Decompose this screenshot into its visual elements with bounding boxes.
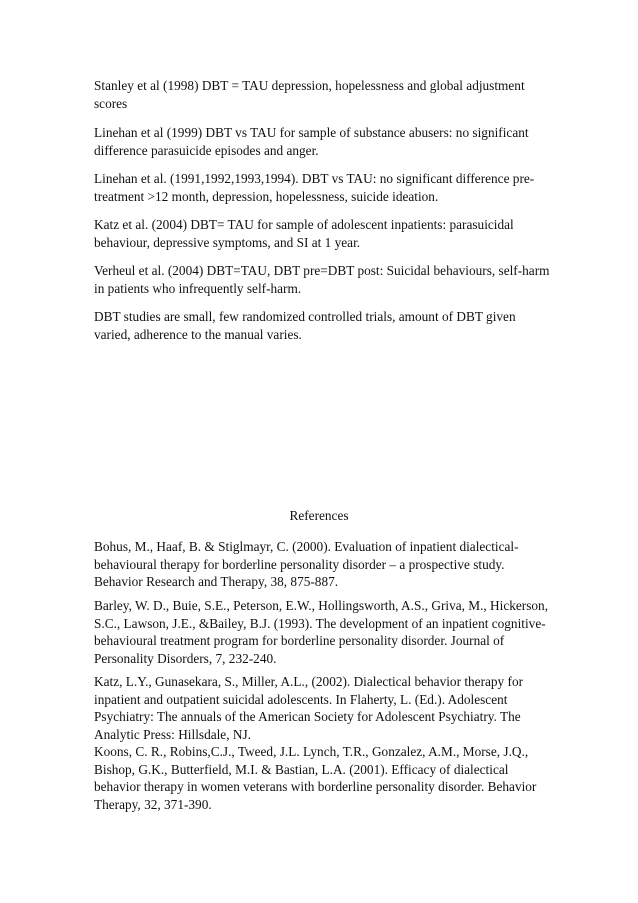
finding-paragraph-linehan-1991 [94,170,554,205]
text-line: Katz, L.Y., Gunasekara, S., Miller, A.L., (2002). Dialectical behavior therapy for [94,674,524,689]
text-line: S.C., Lawson, J.E., &Bailey, B.J. (1993). The development of an inpatient cognitive- [94,615,546,631]
text-line: varied, adherence to the manual varies. [94,326,302,342]
text-line: Personality Disorders, 7, 232-240. [94,650,277,666]
reference-entry-bohus [94,538,554,591]
text-line: Therapy, 32, 371-390. [94,796,212,812]
text-line: Koons, C. R., Robins,C.J., Tweed, J.L. Lynch, T.R., Gonzalez, A.M., Morse, J.Q., [94,744,529,759]
text-line: Linehan et al. (1991,1992,1993,1994). DBT vs TAU: no significant difference pre- [94,171,535,186]
text-line: behaviour, depressive symptoms, and SI at 1 year. [94,234,361,250]
finding-paragraph-katz-2004 [94,216,554,251]
reference-entry-koons [94,743,554,813]
text-line: DBT studies are small, few randomized controlled trials, amount of DBT given [94,309,516,324]
text-line: scores [94,95,128,111]
text-line: Katz et al. (2004) DBT= TAU for sample of adolescent inpatients: parasuicidal [94,217,514,232]
text-line: Linehan et al (1999) DBT vs TAU for sample of substance abusers: no significant [94,125,529,140]
text-line: inpatient and outpatient suicidal adolescents. In Flaherty, L. (Ed.). Adolescent [94,691,508,707]
text-line: Psychiatry: The annuals of the American Society for Adolescent Psychiatry. The [94,709,521,724]
text-line: treatment >12 month, depression, hopelessness, suicide ideation. [94,188,439,204]
finding-paragraph-dbt-studies [94,308,554,343]
text-line: Bishop, G.K., Butterfield, M.I. & Bastian, L.A. (2001). Efficacy of dialectical [94,761,509,777]
text-line: Verheul et al. (2004) DBT=TAU, DBT pre=DBT post: Suicidal behaviours, self-harm [94,263,550,278]
text-line: Barley, W. D., Buie, S.E., Peterson, E.W., Hollingsworth, A.S., Griva, M., Hickerson, [94,598,549,613]
text-line: in patients who infrequently self-harm. [94,280,302,296]
finding-paragraph-verheul-2004 [94,262,554,297]
text-line: difference parasuicide episodes and anger. [94,142,319,158]
reference-entry-barley [94,597,554,667]
text-line: Behavior Research and Therapy, 38, 875-887. [94,574,339,589]
finding-paragraph-stanley [94,77,554,112]
text-line: Stanley et al (1998) DBT = TAU depression, hopelessness and global adjustment [94,78,525,93]
text-line: behavioural therapy for borderline personality disorder – a prospective study. [94,556,505,572]
text-line: Analytic Press: Hillsdale, NJ. [94,726,251,742]
references-heading: References [289,508,349,523]
reference-entry-katz-2002 [94,673,554,743]
text-line: behavioural treatment program for borderline personality disorder. Journal of [94,633,505,648]
text-line: behavior therapy in women veterans with borderline personality disorder. Behavior [94,779,537,794]
finding-paragraph-linehan-1999 [94,124,554,159]
text-line: Bohus, M., Haaf, B. & Stiglmayr, C. (2000). Evaluation of inpatient dialectical- [94,539,519,554]
